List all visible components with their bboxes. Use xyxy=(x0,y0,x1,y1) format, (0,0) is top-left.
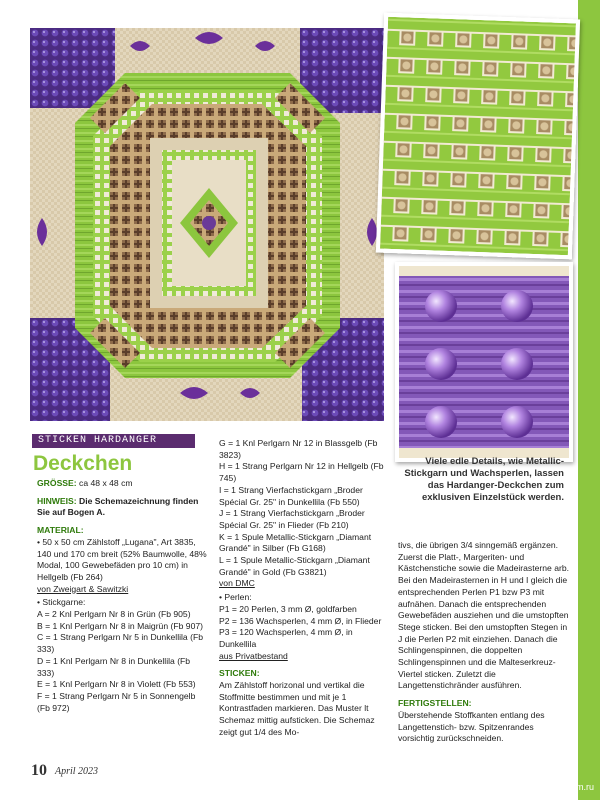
detail-photo-purple-pearls xyxy=(395,262,573,462)
pearls-source: aus Privatbestand xyxy=(219,650,288,661)
page-number: 10 xyxy=(31,762,47,779)
detail-photo-green-stitches xyxy=(376,13,580,260)
section-tag: STICKEN HARDANGER xyxy=(32,434,195,448)
pearl-p1: P1 = 20 Perlen, 3 mm Ø, goldfarben xyxy=(219,603,357,614)
material-heading: MATERIAL: xyxy=(37,525,84,536)
watermark: PassionForum.ru xyxy=(525,782,594,792)
hint-label: HINWEIS: xyxy=(37,495,77,506)
yarn-c: C = 1 Strang Perlgarn Nr 5 in Dunkellila (Fb 333) xyxy=(37,632,203,655)
yarn-h: H = 1 Strang Perlgarn Nr 12 in Hellgelb (Fb 745) xyxy=(219,461,384,484)
photo-caption: Viele edle Details, wie Metallic-Stickgarn und Wachsperlen, lassen das Hardanger-Deckchen zum exklusiven Einzelstück werden. xyxy=(404,456,564,503)
text-column-3 xyxy=(398,540,570,745)
sticken-heading: STICKEN: xyxy=(219,668,260,679)
sticken-text-a: Am Zählstoff horizonal und vertikal die Stoffmitte bestimmen und mit je 1 Kontrastfaden markieren. Das Muster lt Schemaz mittig aufsticken. Die Schemaz zeigt gut 1/4 des Mo- xyxy=(219,680,375,737)
text-column-2 xyxy=(219,438,389,739)
pearls-heading: • Perlen: xyxy=(219,592,252,603)
pearl-p3: P3 = 120 Wachsperlen, 4 mm Ø, in Dunkellila xyxy=(219,627,353,649)
article-title: Deckchen xyxy=(33,452,133,475)
fabric-source: von Zweigart & Sawitzki xyxy=(37,583,129,594)
green-side-bar xyxy=(578,0,600,800)
size-label: GRÖSSE: xyxy=(37,478,77,488)
yarn-j: J = 1 Strang Vierfachstickgarn „Broder Spécial Gr. 25" in Flieder (Fb 210) xyxy=(219,508,365,530)
main-embroidery-photo xyxy=(30,28,384,421)
yarn-b: B = 1 Knl Perlgarn Nr 8 in Maigrün (Fb 907) xyxy=(37,620,203,631)
size-line xyxy=(37,478,209,490)
hint-line xyxy=(37,496,209,519)
issue-date: April 2023 xyxy=(55,766,99,777)
yarn-g: G = 1 Knl Perlgarn Nr 12 in Blassgelb (Fb 3823) xyxy=(219,438,378,460)
sticken-text-b: tivs, die übrigen 3/4 sinngemäß ergänzen. Zuerst die Platt-, Margeriten- und Kästchenstiche sowie die Madeirasterne arb. Bei den Madeirasternen in H und I gleich die entsprechenden Perlen P1 bzw P3 mit aufnähen. Danach die entsprechenden Gewebefäden ausziehen und die umstopften Stege sticken. Bei den umstopften Stegen in J die Perlen P2 mit einziehen. Danach die Schlingenspinnen, die doppelten Schlingenspinnen und die Malteserkreuz-Viertel sticken. Zuletzt die Langettenstichränder ausführen. xyxy=(398,540,570,691)
size-value: ca 48 x 48 cm xyxy=(79,478,133,488)
pearl-p2: P2 = 136 Wachsperlen, 4 mm Ø, in Flieder xyxy=(219,615,382,626)
yarn-d: D = 1 Knl Perlgarn Nr 8 in Dunkellila (Fb 333) xyxy=(37,655,191,678)
fertig-heading: FERTIGSTELLEN: xyxy=(398,698,472,709)
fertig-text: Überstehende Stoffkanten entlang des Langettenstich- bzw. Spitzenrandes vorsichtig zurückschneiden. xyxy=(398,709,545,744)
yarn-a: A = 2 Knl Perlgarn Nr 8 in Grün (Fb 905) xyxy=(37,609,191,620)
yarns-source: von DMC xyxy=(219,578,255,589)
yarn-k: K = 1 Spule Metallic-Stickgarn „Diamant Grandé" in Silber (Fb G168) xyxy=(219,531,372,554)
text-column-1 xyxy=(37,478,209,714)
yarn-e: E = 1 Knl Perlgarn Nr 8 in Violett (Fb 553) xyxy=(37,679,196,690)
yarn-i: I = 1 Strang Vierfachstickgarn „Broder Spécial Gr. 25" in Dunkellila (Fb 550) xyxy=(219,484,363,507)
hint-value: Die Schemazeichnung finden Sie auf Bogen A. xyxy=(37,495,199,518)
yarn-f: F = 1 Strang Perlgarn Nr 5 in Sonnengelb (Fb 972) xyxy=(37,690,196,713)
fabric-text: • 50 x 50 cm Zählstoff „Lugana", Art 3835, 140 und 170 cm breit (52% Baumwolle, 48% Modal, 100 Gewebefäden pro 10 cm) in Hellgelb (Fb 264) xyxy=(37,536,207,582)
yarn-l: L = 1 Spule Metallic-Stickgarn „Diamant Grandé" in Gold (Fb G3821) xyxy=(219,555,370,577)
yarns-heading: • Stickgarne: xyxy=(37,597,86,608)
